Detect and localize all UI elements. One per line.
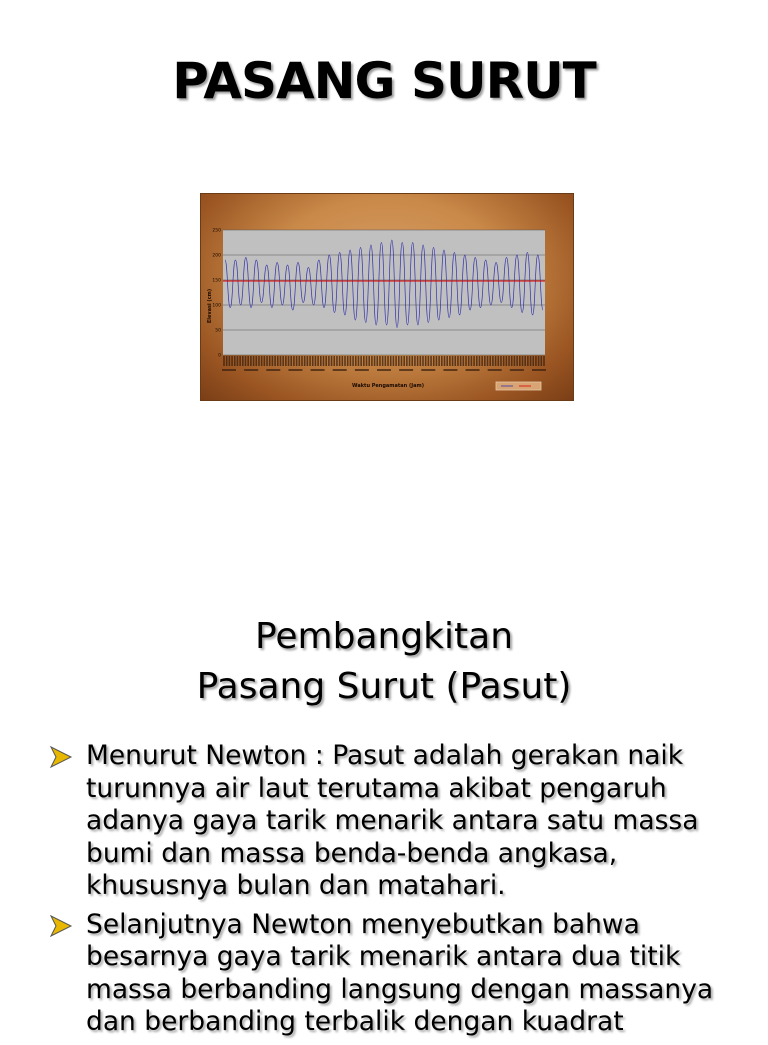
x-tick-mark: [312, 356, 314, 366]
x-tick-mark: [223, 356, 225, 366]
x-tick-mark: [446, 356, 448, 366]
x-tick-mark: [234, 356, 236, 366]
x-tick-mark: [543, 356, 545, 366]
x-tick-mark: [317, 356, 319, 366]
x-tick-mark: [290, 356, 292, 366]
x-tick-mark: [253, 356, 255, 366]
x-tick-mark: [541, 356, 543, 366]
y-tick-label: 0: [218, 353, 221, 359]
x-date-mark: [333, 369, 347, 371]
x-tick-mark: [339, 356, 341, 366]
x-tick-mark: [350, 356, 352, 366]
x-tick-mark: [307, 356, 309, 366]
x-tick-mark: [387, 356, 389, 366]
x-tick-mark: [288, 356, 290, 366]
x-tick-mark: [433, 356, 435, 366]
x-tick-mark: [245, 356, 247, 366]
x-tick-mark: [352, 356, 354, 366]
x-tick-mark: [492, 356, 494, 366]
x-tick-mark: [325, 356, 327, 366]
x-tick-mark: [342, 356, 344, 366]
bullet-text: Selanjutnya Newton menyebutkan bahwa besarnya gaya tarik menarik antara dua titik massa berbanding langsung dengan massanya dan berbanding terbalik dengan kuadrat: [86, 908, 714, 1037]
x-tick-mark: [355, 356, 357, 366]
x-tick-mark: [436, 356, 438, 366]
x-tick-mark: [374, 356, 376, 366]
x-tick-mark: [476, 356, 478, 366]
x-tick-mark: [331, 356, 333, 366]
x-tick-mark: [255, 356, 257, 366]
x-tick-mark: [269, 356, 271, 366]
x-tick-mark: [347, 356, 349, 366]
x-tick-mark: [532, 356, 534, 366]
x-tick-mark: [237, 356, 239, 366]
y-tick-label: 50: [215, 328, 221, 334]
section-title-line2: Pasang Surut (Pasut): [196, 666, 572, 707]
x-tick-mark: [261, 356, 263, 366]
x-tick-mark: [449, 356, 451, 366]
x-tick-mark: [376, 356, 378, 366]
x-tick-mark: [323, 356, 325, 366]
y-axis-label: Elevasi (cm): [207, 288, 213, 324]
x-tick-mark: [438, 356, 440, 366]
x-tick-mark: [457, 356, 459, 366]
x-date-mark: [244, 369, 258, 371]
x-tick-mark: [495, 356, 497, 366]
x-tick-mark: [444, 356, 446, 366]
x-date-mark: [377, 369, 391, 371]
x-tick-mark: [280, 356, 282, 366]
x-axis-ticks: [222, 356, 546, 371]
x-tick-mark: [250, 356, 252, 366]
x-tick-mark: [527, 356, 529, 366]
x-tick-mark: [358, 356, 360, 366]
x-tick-mark: [382, 356, 384, 366]
arrow-bullet-icon: [48, 913, 74, 939]
x-tick-mark: [538, 356, 540, 366]
x-tick-mark: [398, 356, 400, 366]
slide-title: PASANG SURUT: [172, 52, 596, 110]
x-tick-mark: [258, 356, 260, 366]
x-tick-mark: [264, 356, 266, 366]
x-tick-mark: [266, 356, 268, 366]
x-date-mark: [421, 369, 435, 371]
y-tick-label: 150: [212, 278, 221, 284]
y-tick-label: 250: [212, 228, 221, 234]
x-tick-mark: [524, 356, 526, 366]
x-date-mark: [532, 369, 546, 371]
x-tick-mark: [454, 356, 456, 366]
x-tick-mark: [277, 356, 279, 366]
x-tick-mark: [390, 356, 392, 366]
x-date-mark: [399, 369, 413, 371]
x-tick-mark: [519, 356, 521, 366]
x-tick-mark: [471, 356, 473, 366]
x-tick-mark: [247, 356, 249, 366]
x-tick-mark: [242, 356, 244, 366]
section-title-line1: Pembangkitan: [254, 616, 514, 657]
x-tick-mark: [487, 356, 489, 366]
x-tick-mark: [301, 356, 303, 366]
x-date-mark: [355, 369, 369, 371]
x-tick-mark: [360, 356, 362, 366]
x-tick-mark: [479, 356, 481, 366]
bullet-item: [48, 909, 748, 1039]
x-tick-mark: [282, 356, 284, 366]
x-tick-mark: [452, 356, 454, 366]
tide-chart: [200, 193, 574, 401]
x-tick-mark: [497, 356, 499, 366]
bullet-text: Menurut Newton : Pasut adalah gerakan naik turunnya air laut terutama akibat pengaruh adanya gaya tarik menarik antara satu massa bumi dan massa benda-benda angkasa, khususnya bulan dan matahari.: [86, 740, 699, 901]
x-date-mark: [510, 369, 524, 371]
x-tick-mark: [514, 356, 516, 366]
x-date-mark: [311, 369, 325, 371]
x-tick-mark: [422, 356, 424, 366]
x-tick-mark: [500, 356, 502, 366]
x-tick-mark: [293, 356, 295, 366]
x-tick-mark: [274, 356, 276, 366]
x-tick-mark: [430, 356, 432, 366]
x-tick-mark: [309, 356, 311, 366]
arrow-bullet-icon: [48, 744, 74, 770]
legend: [496, 382, 541, 390]
x-tick-mark: [344, 356, 346, 366]
x-tick-mark: [226, 356, 228, 366]
x-tick-mark: [395, 356, 397, 366]
x-axis-label: Waktu Pengamatan (Jam): [352, 383, 424, 389]
x-tick-mark: [406, 356, 408, 366]
x-tick-mark: [401, 356, 403, 366]
x-tick-mark: [463, 356, 465, 366]
x-tick-mark: [417, 356, 419, 366]
y-axis-ticks: [212, 228, 221, 359]
x-tick-mark: [481, 356, 483, 366]
x-tick-mark: [328, 356, 330, 366]
y-tick-label: 200: [212, 253, 221, 259]
x-date-mark: [488, 369, 502, 371]
x-tick-mark: [425, 356, 427, 366]
x-tick-mark: [371, 356, 373, 366]
x-tick-mark: [409, 356, 411, 366]
x-tick-mark: [296, 356, 298, 366]
x-date-mark: [222, 369, 236, 371]
x-tick-mark: [368, 356, 370, 366]
x-date-mark: [443, 369, 457, 371]
x-tick-mark: [511, 356, 513, 366]
x-tick-mark: [516, 356, 518, 366]
x-tick-mark: [535, 356, 537, 366]
x-tick-mark: [506, 356, 508, 366]
x-tick-mark: [508, 356, 510, 366]
x-tick-mark: [285, 356, 287, 366]
x-tick-mark: [522, 356, 524, 366]
x-tick-mark: [304, 356, 306, 366]
x-tick-mark: [298, 356, 300, 366]
x-tick-mark: [473, 356, 475, 366]
x-tick-mark: [315, 356, 317, 366]
x-date-mark: [466, 369, 480, 371]
x-tick-mark: [239, 356, 241, 366]
x-tick-mark: [441, 356, 443, 366]
x-tick-mark: [420, 356, 422, 366]
x-tick-mark: [393, 356, 395, 366]
x-tick-mark: [336, 356, 338, 366]
bullet-list: [48, 740, 748, 1045]
bullet-item: [48, 740, 748, 903]
x-date-mark: [266, 369, 280, 371]
x-tick-mark: [272, 356, 274, 366]
x-tick-mark: [379, 356, 381, 366]
x-tick-mark: [411, 356, 413, 366]
tide-chart-svg: [201, 194, 575, 402]
x-tick-mark: [468, 356, 470, 366]
x-tick-mark: [503, 356, 505, 366]
y-tick-label: 100: [212, 303, 221, 309]
x-tick-mark: [414, 356, 416, 366]
x-date-mark: [288, 369, 302, 371]
x-tick-mark: [465, 356, 467, 366]
x-tick-mark: [460, 356, 462, 366]
x-tick-mark: [363, 356, 365, 366]
section-title: [0, 612, 768, 712]
x-tick-mark: [484, 356, 486, 366]
x-tick-mark: [229, 356, 231, 366]
x-tick-mark: [231, 356, 233, 366]
x-tick-mark: [385, 356, 387, 366]
x-tick-mark: [320, 356, 322, 366]
x-tick-mark: [333, 356, 335, 366]
x-tick-mark: [489, 356, 491, 366]
x-tick-mark: [428, 356, 430, 366]
x-tick-mark: [366, 356, 368, 366]
x-tick-mark: [403, 356, 405, 366]
x-tick-mark: [530, 356, 532, 366]
